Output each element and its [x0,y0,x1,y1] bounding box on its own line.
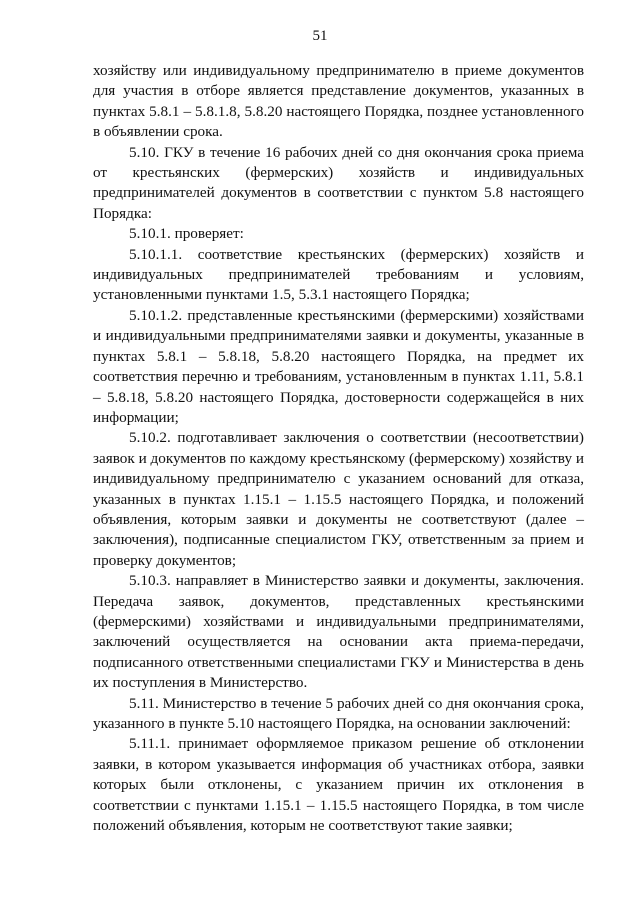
page-number: 51 [312,28,328,44]
paragraph-continuation: хозяйству или индивидуальному предпринимателю в приеме документов для участия в отборе является представление документов, указанных в пунктах 5.8.1 – 5.8.1.8, 5.8.20 настоящего Порядка, позднее установленного в объявлении срока. [93,62,584,141]
paragraph-5-11: 5.11. Министерство в течение 5 рабочих дней со дня окончания срока, указанного в пункте 5.10 настоящего Порядка, на основании заключений: [93,694,584,732]
document-body [93,61,584,836]
paragraph-5-10-1: 5.10.1. проверяет: [129,225,244,243]
paragraph-5-10-2: 5.10.2. подготавливает заключения о соответствии (несоответствии) заявок и документов по каждому крестьянскому (фермерскому) хозяйству и индивидуальному предпринимателю с указанием оснований для отказа, указанных в пунктах 1.15.1 – 1.15.5 настоящего Порядка, и положений объявления, которым заявки и документы не соответствуют (далее – заключения), подписанные специалистом ГКУ, ответственным за прием и проверку документов; [93,429,584,569]
paragraph-5-10-1-2: 5.10.1.2. представленные крестьянскими (фермерскими) хозяйствами и индивидуальными предпринимателями заявки и документы, указанные в пунктах 5.8.1 – 5.8.18, 5.8.20 настоящего Порядка, на предмет их соответствия перечню и требованиям, установленным в пунктах 1.11, 5.8.1 – 5.8.18, 5.8.20 настоящего Порядка, достоверности содержащейся в них информации; [93,306,584,426]
paragraph-5-10: 5.10. ГКУ в течение 16 рабочих дней со дня окончания срока приема от крестьянских (фермерских) хозяйств и индивидуальных предпринимателей документов в соответствии с пунктом 5.8 настоящего Порядка: [93,143,584,222]
paragraph-5-10-1-1: 5.10.1.1. соответствие крестьянских (фермерских) хозяйств и индивидуальных предпринимателей требованиям и условиям, установленными пунктами 1.5, 5.3.1 настоящего Порядка; [93,245,584,304]
paragraph-5-11-1: 5.11.1. принимает оформляемое приказом решение об отклонении заявки, в котором указывается информация об участниках отбора, заявки которых были отклонены, с указанием причин их отклонения в соответствии с пунктами 1.15.1 – 1.15.5 настоящего Порядка, в том числе положений объявления, которым не соответствуют такие заявки; [93,735,584,835]
paragraph-5-10-3: 5.10.3. направляет в Министерство заявки и документы, заключения. Передача заявок, документов, представленных крестьянскими (фермерскими) хозяйствами и индивидуальными предпринимателями, заключений осуществляется на основании акта приема-передачи, подписанного ответственными специалистами ГКУ и Министерства в день их поступления в Министерство. [93,572,584,692]
